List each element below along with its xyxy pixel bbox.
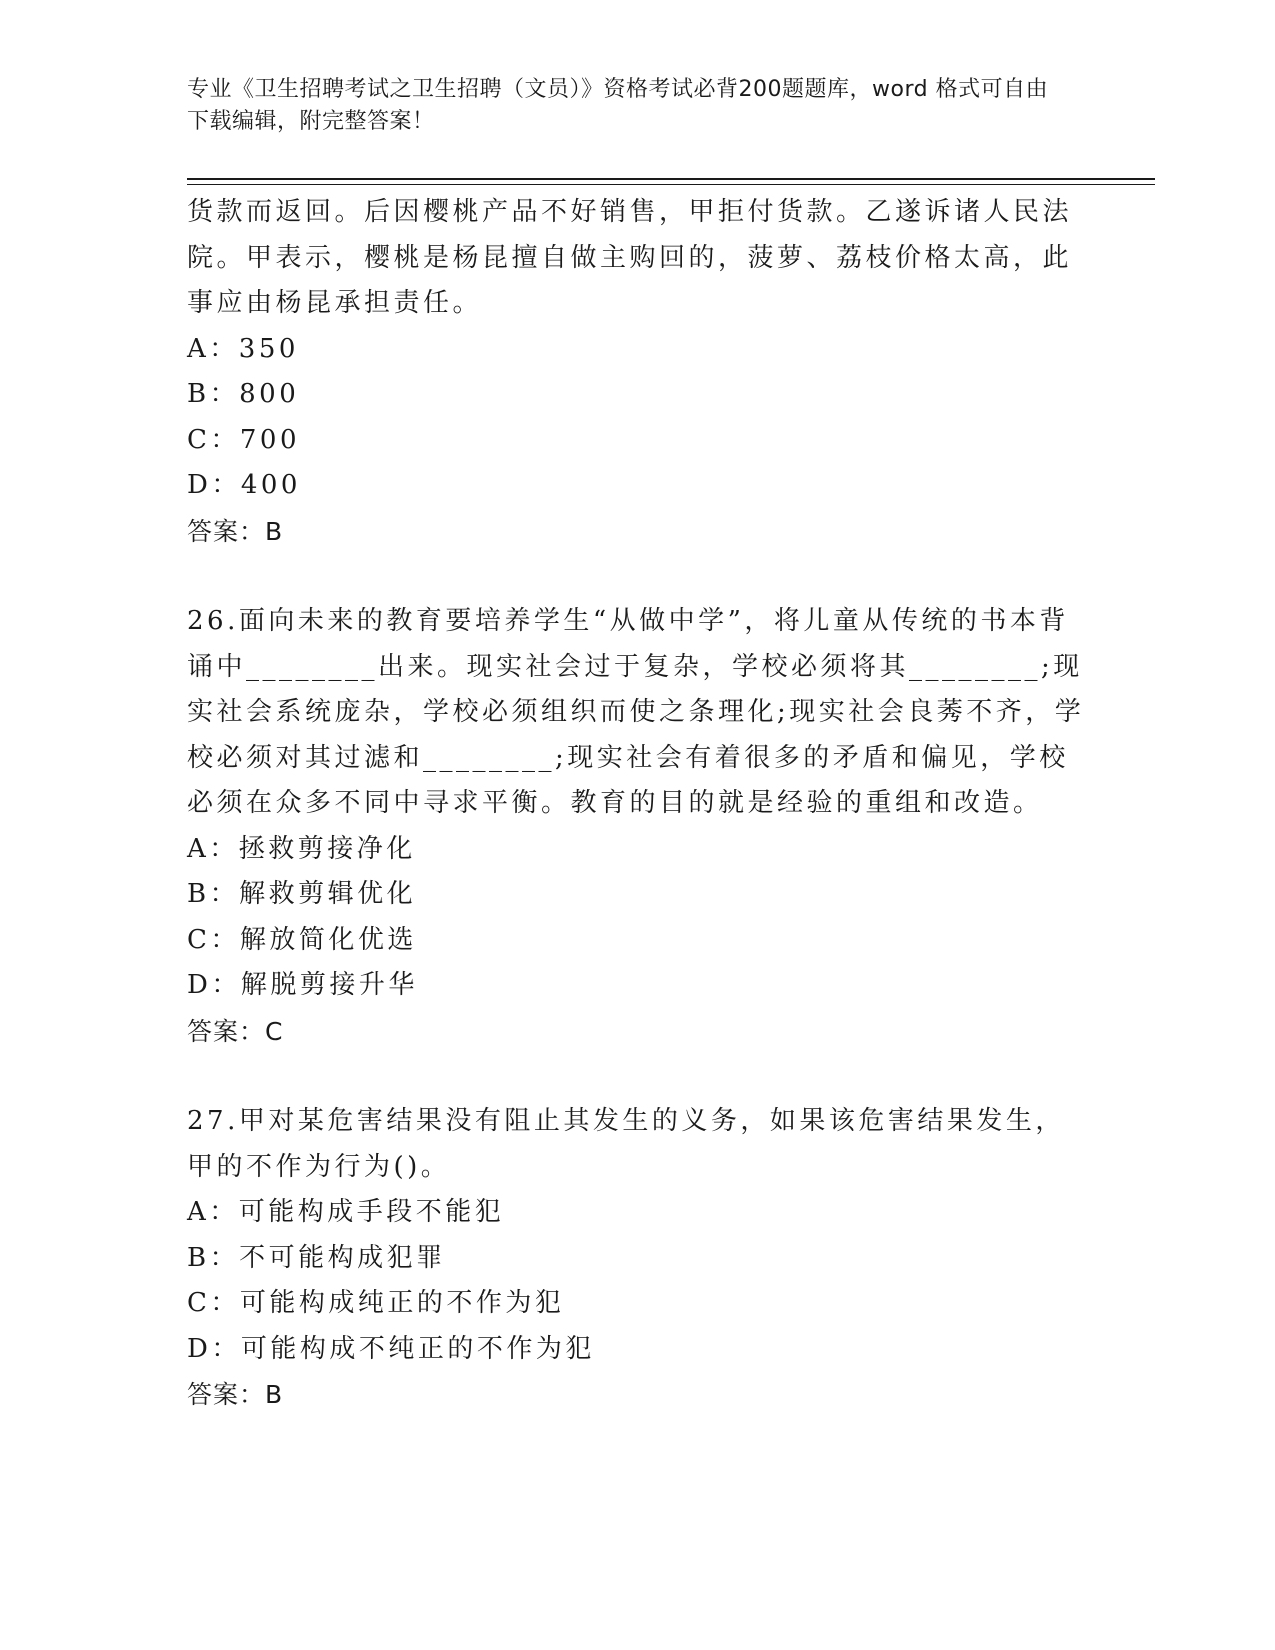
header-divider	[187, 178, 1155, 180]
option-a: A：350	[187, 333, 299, 364]
option-a: A：可能构成手段不能犯	[187, 1197, 505, 1227]
answer: 答案：B	[187, 1380, 284, 1409]
document-header: 专业《卫生招聘考试之卫生招聘（文员）》资格考试必背200题题库，word 格式可自由下载编辑，附完整答案！	[187, 77, 1049, 134]
option-a: A：拯救剪接净化	[187, 833, 416, 864]
option-d: D：可能构成不纯正的不作为犯	[187, 1333, 595, 1364]
option-b: B：800	[187, 379, 300, 409]
option-b: B：不可能构成犯罪	[187, 1242, 446, 1273]
option-d: D：解脱剪接升华	[187, 970, 418, 1000]
question-stem: 26.面向未来的教育要培养学生“从做中学”，将儿童从传统的书本背诵中________出来。现实社会过于复杂，学校必须将其________;现实社会系统庞杂，学校必须组织而使之条理化;现实社会良莠不齐，学校必须对其过滤和________;现实社会有着很多的矛盾和偏见，学校必须在众多不同中寻求平衡。教育的目的就是经验的重组和改造。	[187, 606, 1085, 818]
question-27	[187, 1099, 1087, 1418]
question-stem: 货款而返回。后因樱桃产品不好销售，甲拒付货款。乙遂诉诸人民法院。甲表示，樱桃是杨昆擅自做主购回的，菠萝、荔枝价格太高，此事应由杨昆承担责任。	[187, 197, 1073, 318]
question-25	[187, 190, 1087, 554]
document-body	[187, 190, 1087, 1418]
option-c: C：可能构成纯正的不作为犯	[187, 1288, 565, 1318]
option-c: C：700	[187, 424, 301, 455]
question-stem: 27.甲对某危害结果没有阻止其发生的义务，如果该危害结果发生，甲的不作为行为()。	[187, 1106, 1065, 1182]
answer: 答案：B	[187, 516, 284, 546]
option-b: B：解救剪辑优化	[187, 879, 417, 909]
spacer	[187, 554, 1087, 599]
question-26	[187, 599, 1087, 1054]
spacer	[187, 1054, 1087, 1099]
option-c: C：解放简化优选	[187, 924, 417, 955]
option-d: D：400	[187, 470, 301, 500]
answer: 答案：C	[187, 1016, 284, 1046]
header-divider-thin	[187, 184, 1155, 185]
